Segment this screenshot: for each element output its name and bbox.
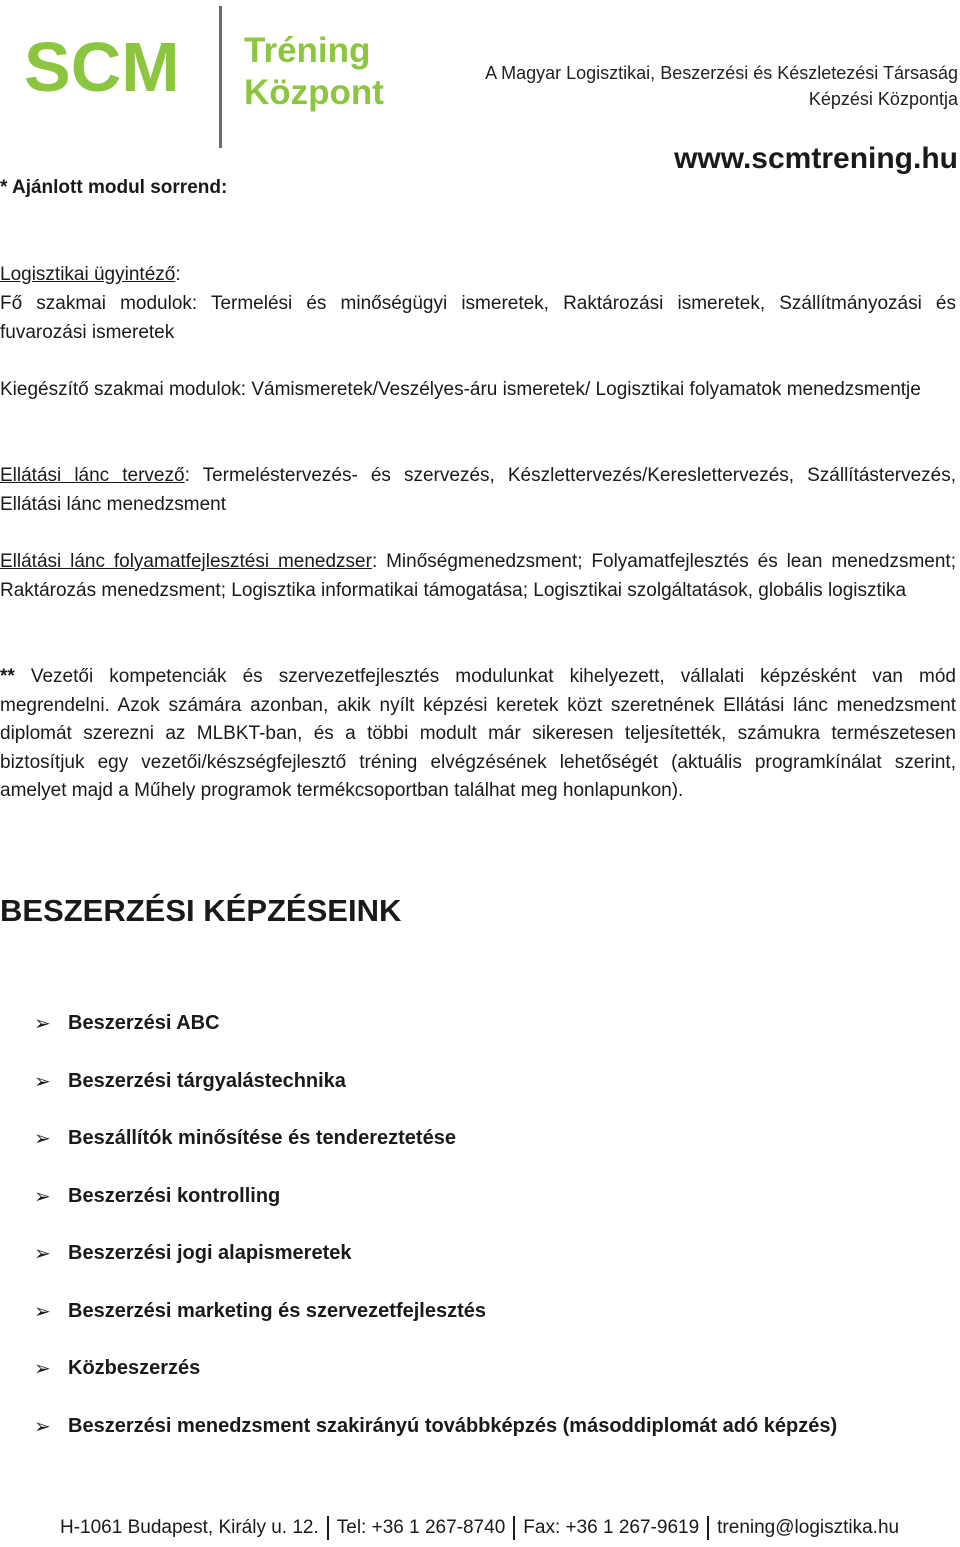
logo-divider (219, 6, 222, 148)
role-title: Logisztikai ügyintéző (0, 264, 176, 285)
list-item[interactable] (34, 1110, 837, 1168)
process-title: Ellátási lánc folyamatfejlesztési menedzser (0, 551, 372, 572)
logo-line-1: Tréning (244, 31, 371, 70)
course-list (34, 995, 837, 1455)
note-text: Vezetői kompetenciák és szervezetfejlesztés modulunkat kihelyezett, vállalati képzésként van mód megrendelni. Azok számára azonban, akik nyílt képzési keretek közt szeretnének Ellátási lánc menedzsment diplomát szerezni az MLBKT-ban, és a többi modult már sikeresen teljesítették, számukra természetesen biztosítjuk egy vezetői/készségfejlesztő tréning elvégzésének lehetőségét (aktuális programkínálat szerint, amelyet majd a Műhely programok termékcsoportban találhat meg honlapunkon). (0, 666, 956, 801)
footer-divider (513, 1516, 515, 1540)
arrow-bullet-icon: ➢ (34, 1013, 51, 1036)
arrow-bullet-icon: ➢ (34, 1300, 51, 1323)
organization-name (485, 60, 958, 112)
course-name: Beszerzési menedzsment szakirányú továbbképzés (másoddiplomát adó képzés) (68, 1414, 838, 1437)
list-item[interactable] (34, 1340, 837, 1398)
footer-tel[interactable]: Tel: +36 1 267-8740 (336, 1517, 506, 1538)
course-name: Beszerzési ABC (68, 1012, 220, 1035)
list-item[interactable] (34, 1283, 837, 1341)
role-logistics-admin (0, 261, 956, 290)
process-text: : Minőségmenedzsment; Folyamatfejlesztés és lean menedzsment; Raktározás menedzsment; Logisztika informatikai támogatása; Logisztikai szolgáltatások, globális logisztika (0, 551, 956, 601)
course-name: Beszállítók minősítése és tendereztetése (68, 1127, 456, 1150)
logo-subtitle (244, 30, 384, 114)
org-line-2: Képzési Központja (808, 89, 958, 109)
intro-heading: * Ajánlott modul sorrend: (0, 177, 228, 198)
arrow-bullet-icon: ➢ (34, 1185, 51, 1208)
footer-divider (327, 1516, 329, 1540)
course-name: Közbeszerzés (68, 1357, 201, 1380)
course-name: Beszerzési tárgyalástechnika (68, 1069, 346, 1092)
note-mark: ** (0, 666, 15, 687)
supplementary-modules: Kiegészítő szakmai modulok: Vámismeretek/Veszélyes-áru ismeretek/ Logisztikai folyamatok menedzsmentje (0, 379, 921, 400)
list-item[interactable] (34, 1053, 837, 1111)
note-paragraph (0, 663, 956, 806)
arrow-bullet-icon: ➢ (34, 1358, 51, 1381)
course-name: Beszerzési kontrolling (68, 1184, 281, 1207)
footer-fax: Fax: +36 1 267-9619 (523, 1517, 700, 1538)
planner-text: : Termeléstervezés- és szervezés, Készlettervezés/Kereslettervezés, Szállítástervezés, Ellátási lánc menedzsment (0, 465, 957, 515)
list-item[interactable] (34, 995, 837, 1053)
list-item[interactable] (34, 1168, 837, 1226)
planner-title: Ellátási lánc tervező (0, 465, 185, 486)
logo-scm-text: SCM (24, 28, 180, 106)
course-name: Beszerzési jogi alapismeretek (68, 1242, 352, 1265)
footer-divider (707, 1516, 709, 1540)
logo-line-2: Központ (244, 73, 384, 112)
footer (60, 1516, 899, 1540)
list-item[interactable] (34, 1225, 837, 1283)
arrow-bullet-icon: ➢ (34, 1070, 51, 1093)
org-line-1: A Magyar Logisztikai, Beszerzési és Készletezési Társaság (485, 63, 958, 83)
course-name: Beszerzési marketing és szervezetfejlesztés (68, 1299, 487, 1322)
supply-chain-planner (0, 462, 956, 519)
role-colon: : (175, 264, 181, 285)
website-link[interactable]: www.scmtrening.hu (674, 142, 958, 175)
arrow-bullet-icon: ➢ (34, 1243, 51, 1266)
footer-email[interactable]: trening@logisztika.hu (717, 1517, 900, 1538)
list-item[interactable] (34, 1398, 837, 1456)
section-title: BESZERZÉSI KÉPZÉSEINK (0, 893, 402, 928)
core-modules: Fő szakmai modulok: Termelési és minőségügyi ismeretek, Raktározási ismeretek, Szállítmányozási és fuvarozási ismeretek (0, 293, 956, 343)
process-improvement-manager (0, 548, 956, 605)
footer-address: H-1061 Budapest, Király u. 12. (60, 1517, 319, 1538)
arrow-bullet-icon: ➢ (34, 1415, 51, 1438)
arrow-bullet-icon: ➢ (34, 1128, 51, 1151)
